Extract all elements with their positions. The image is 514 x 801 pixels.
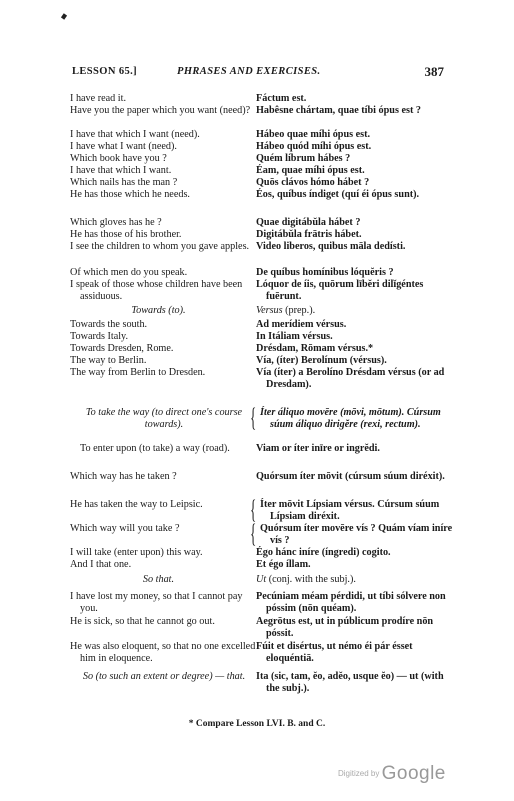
latin-phrase: Íter mōvit Lípsiam vérsus. Cúrsum súum Lípsiam diréxit. bbox=[260, 499, 440, 522]
latin-phrase: Aegrōtus est, ut in públicum prodíre nōn póssit. bbox=[256, 616, 434, 639]
latin-phrase: Pecúniam méam pérdidi, ut tíbi sólvere non póssim (nōn quéam). bbox=[256, 591, 446, 614]
latin-phrase: In Itáliam vérsus. bbox=[256, 331, 333, 342]
english-phrase: So (to such an extent or degree) — that. bbox=[82, 671, 246, 682]
latin-phrase: Viam or íter inīre or ingrĕdi. bbox=[256, 443, 380, 454]
english-phrase: And I that one. bbox=[70, 559, 132, 570]
english-phrase: Which way has he taken ? bbox=[70, 471, 177, 482]
english-phrase: Towards the south. bbox=[70, 319, 148, 330]
latin-phrase: Ad merídiem vérsus. bbox=[256, 319, 347, 330]
english-phrase: I see the children to whom you gave apples. bbox=[70, 241, 250, 252]
latin-phrase: Lóquor de íis, quōrum lībĕri dilĭgéntes fuērunt. bbox=[256, 279, 424, 302]
latin-phrase: Vía (íter) a Berolíno Drésdam vérsus (or ad Dresdam). bbox=[256, 367, 445, 390]
english-phrase: Which nails has the man ? bbox=[70, 177, 178, 188]
page-number: 387 bbox=[424, 64, 444, 79]
latin-phrase: Et égo íllam. bbox=[256, 559, 311, 570]
latin-phrase: Íter áliquo movēre (mōvi, mōtum). Cúrsum súum áliquo dirigĕre (rexi, rectum). bbox=[260, 407, 441, 430]
latin-phrase: Drésdam, Rōmam vérsus.* bbox=[256, 343, 374, 354]
english-phrase: Have you the paper which you want (need)? bbox=[70, 105, 251, 116]
latin-phrase: Habêsne chártam, quae tíbi ópus est ? bbox=[256, 105, 421, 116]
latin-phrase: Éos, quíbus índiget (quí éi ópus sunt). bbox=[256, 189, 420, 200]
latin-phrase: Video liberos, quibus māla dedísti. bbox=[256, 241, 406, 252]
latin-phrase: Égo hánc iníre (íngredi) cogito. bbox=[256, 547, 391, 558]
english-phrase: The way to Berlin. bbox=[70, 355, 147, 366]
english-phrase: The way from Berlin to Dresden. bbox=[70, 367, 206, 378]
latin-phrase: Quōs clávos hómo hábet ? bbox=[256, 177, 370, 188]
latin-heading: Versus (prep.). bbox=[256, 305, 316, 316]
latin-phrase: Fáctum est. bbox=[256, 93, 307, 104]
latin-phrase: Digitábŭla frātris hábet. bbox=[256, 229, 362, 240]
latin-phrase: Quae digitábŭla hábet ? bbox=[256, 217, 361, 228]
google-logo: Google bbox=[381, 763, 446, 784]
english-phrase: Towards Italy. bbox=[70, 331, 129, 342]
latin-phrase: Quórsum íter mōvit (cúrsum súum diréxit). bbox=[256, 471, 445, 482]
english-heading: So that. bbox=[142, 574, 175, 585]
english-phrase: I will take (enter upon) this way. bbox=[70, 547, 203, 558]
english-phrase: To take the way (to direct one's course towards). bbox=[85, 407, 243, 430]
latin-phrase: Vía, (íter) Berolínum (vérsus). bbox=[256, 355, 387, 366]
latin-phrase: Quórsum íter movēre vís ? Quám víam iníre vís ? bbox=[260, 523, 453, 546]
latin-heading: Ut (conj. with the subj.). bbox=[256, 574, 356, 585]
english-heading: Towards (to). bbox=[131, 305, 186, 316]
english-phrase: Which gloves has he ? bbox=[70, 217, 162, 228]
lesson-label: LESSON 65.] bbox=[72, 66, 138, 77]
english-phrase: Which way will you take ? bbox=[70, 523, 180, 534]
brace: { bbox=[250, 519, 257, 548]
english-phrase: I have lost my money, so that I cannot pay you. bbox=[70, 591, 243, 614]
ink-speck bbox=[61, 13, 67, 19]
footnote: * Compare Lesson LVI. B. and C. bbox=[188, 719, 326, 729]
english-phrase: He has those which he needs. bbox=[70, 189, 190, 200]
english-phrase: To enter upon (to take) a way (road). bbox=[80, 443, 230, 454]
english-phrase: I have that which I want (need). bbox=[70, 129, 200, 140]
latin-phrase: Hábeo quód míhi ópus est. bbox=[256, 141, 372, 152]
latin-phrase: Éam, quae míhi ópus est. bbox=[256, 165, 365, 176]
watermark-prefix: Digitized by bbox=[338, 769, 380, 778]
english-phrase: Which book have you ? bbox=[70, 153, 167, 164]
brace: { bbox=[250, 403, 257, 432]
english-phrase: He has taken the way to Leipsic. bbox=[70, 499, 203, 510]
english-phrase: Of which men do you speak. bbox=[70, 267, 188, 278]
section-title: PHRASES AND EXERCISES. bbox=[177, 66, 321, 77]
brace: { bbox=[250, 495, 257, 524]
english-phrase: I have read it. bbox=[70, 93, 127, 104]
english-phrase: Towards Dresden, Rome. bbox=[70, 343, 174, 354]
english-phrase: I have what I want (need). bbox=[70, 141, 177, 152]
english-phrase: He is sick, so that he cannot go out. bbox=[70, 616, 215, 627]
english-phrase: He has those of his brother. bbox=[70, 229, 182, 240]
latin-phrase: Hábeo quae míhi ópus est. bbox=[256, 129, 371, 140]
english-phrase: I have that which I want. bbox=[70, 165, 172, 176]
latin-phrase: Ita (sic, tam, ĕo, adĕo, usque ĕo) — ut (with the subj.). bbox=[256, 671, 444, 694]
latin-phrase: Quém líbrum hábes ? bbox=[256, 153, 351, 164]
english-phrase: I speak of those whose children have been assiduous. bbox=[70, 279, 243, 302]
latin-phrase: Fúit et disértus, ut némo éi pár ésset eloquéntiā. bbox=[256, 641, 413, 664]
running-header bbox=[72, 64, 444, 80]
latin-phrase: De quíbus homínibus lóquĕris ? bbox=[256, 267, 394, 278]
digitized-watermark bbox=[338, 763, 446, 785]
english-phrase: He was also eloquent, so that no one excelled him in eloquence. bbox=[70, 641, 256, 664]
